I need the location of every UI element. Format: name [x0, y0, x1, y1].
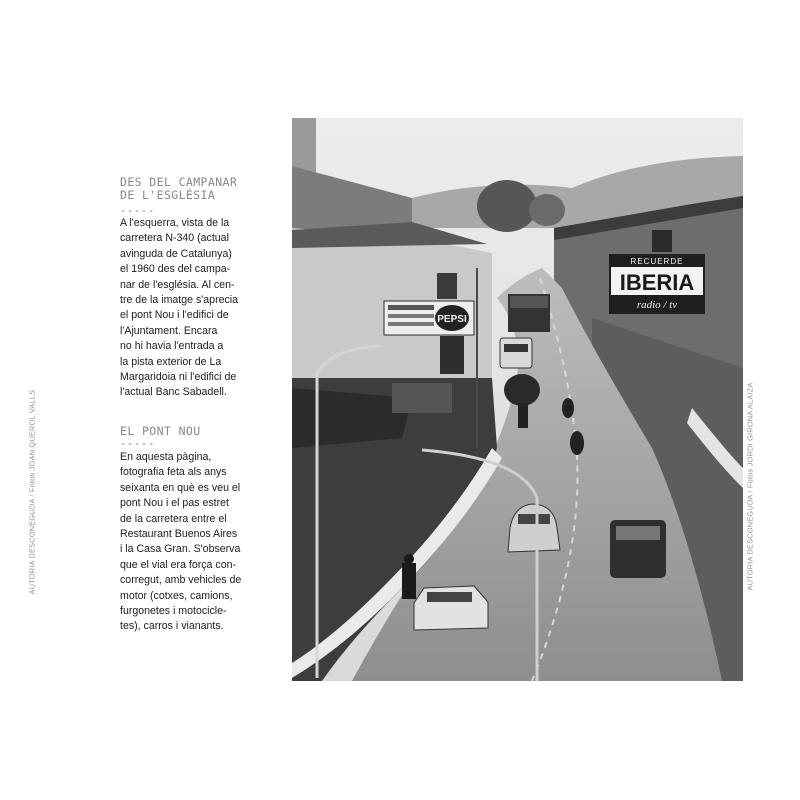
credit-author: AUTORIA DESCONEGUDA [745, 494, 755, 591]
section-body-pont-nou: En aquesta pàgina, fotografia feta als anys seixanta en què es veu el pont Nou i el pas estret de la carretera entre el Restaurant Buenos Aires i la Casa Gran. S'observa que el vial era força con- corregut, amb vehicles de motor (cotxes, camions, furgonetes i motocicle- tes), carros i vianants. [120, 451, 242, 633]
section-body-campanar: A l'esquerra, vista de la carretera N-340 (actual avinguda de Catalunya) el 1960 des del campa- nar de l'església. Al cen- tre de la imatge s'aprecia el pont Nou i l'edifici de l'Ajuntament. Encara no hi havia l'entrada a la pista exterior de La Margaridoia ni l'edifici de l'actual Banc Sabadell. [120, 217, 239, 399]
credit-photographer: Fotos JORDI GIRONA ALAIZA [745, 382, 755, 489]
billboard-bottom-text: radio / tv [636, 299, 678, 311]
section-heading-pont-nou: EL PONT NOU [120, 424, 201, 438]
credit-separator: / [745, 488, 755, 495]
photo-credit-left [27, 389, 37, 595]
section-divider: ----- [120, 439, 156, 450]
credit-separator: / [27, 492, 37, 499]
billboard-top-text: RECUERDE [630, 257, 684, 266]
billboard-main-text: IBERIA [619, 270, 695, 295]
section-heading-campanar: DES DEL CAMPANAR DE L'ESGLÉSIA [120, 175, 238, 202]
photo-credit-right [745, 382, 755, 591]
credit-photographer: Fotos JOAN QUEROL VALLS [27, 389, 37, 493]
section-divider: ----- [120, 206, 156, 217]
historic-photo [292, 118, 743, 681]
pepsi-sign-text: PEPSI [437, 314, 467, 325]
credit-author: AUTORIA DESCONEGUDA [27, 498, 37, 595]
